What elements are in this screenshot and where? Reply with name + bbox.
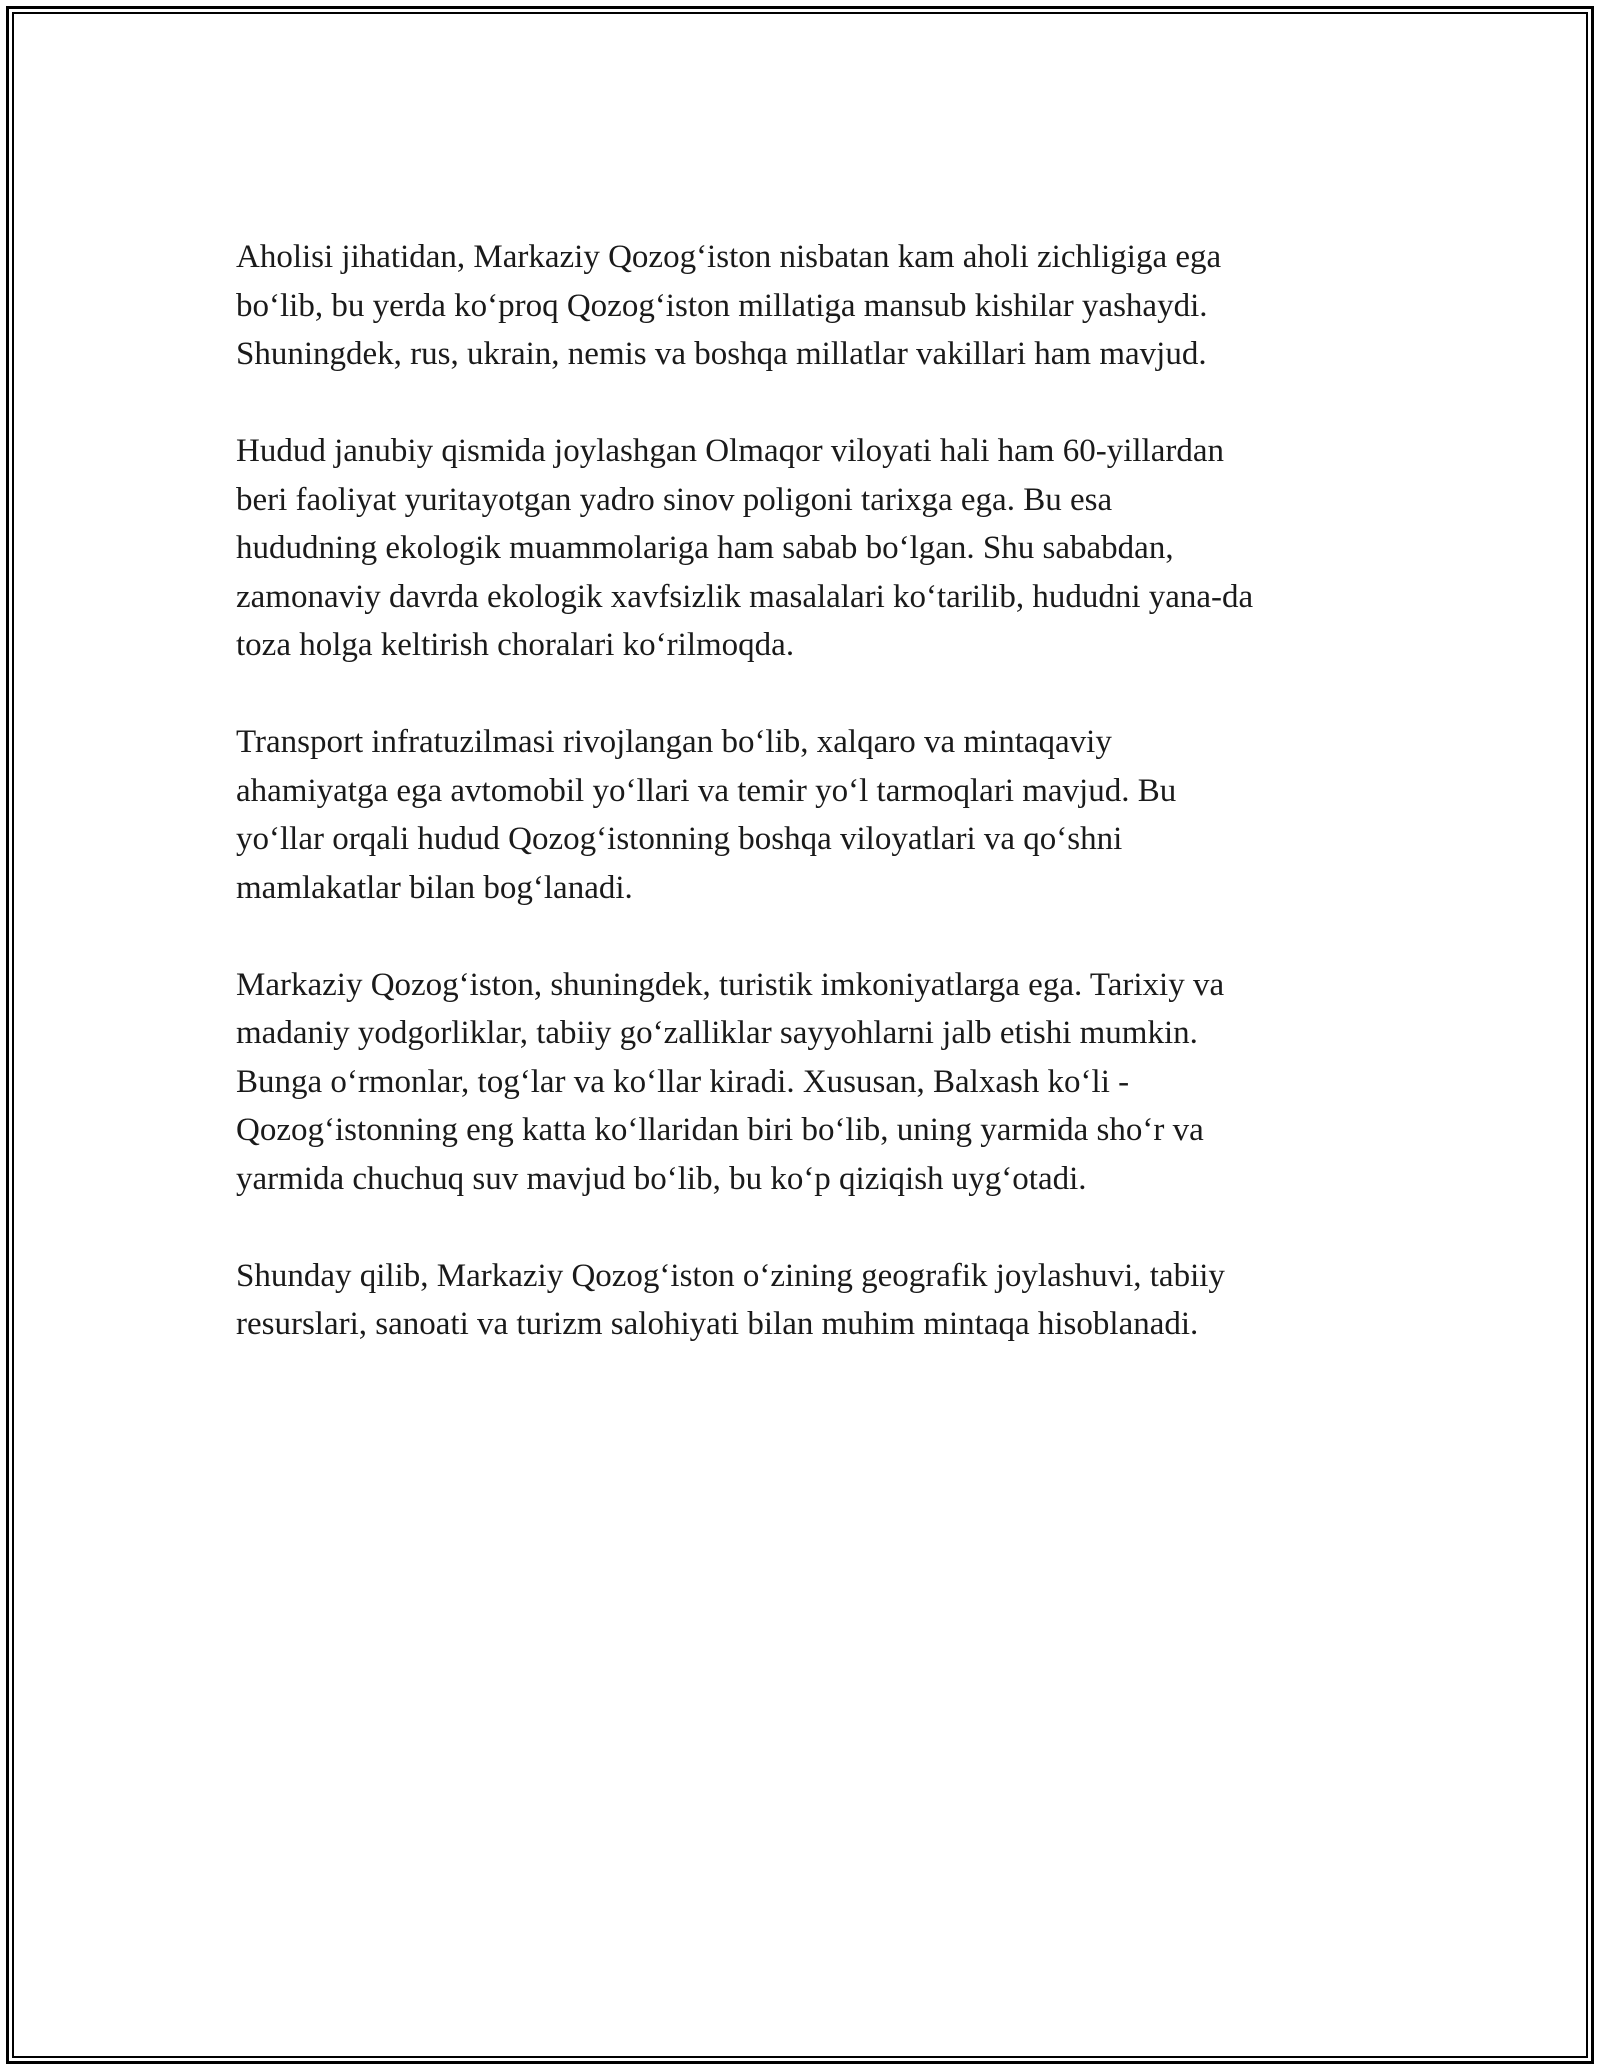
text-line: Hudud janubiy qismida joylashgan Olmaqor viloyati hali ham 60-yillardan [236,433,1224,469]
text-line: yo‘llar orqali hudud Qozog‘istonning boshqa viloyatlari va qo‘shni [236,821,1123,857]
paragraph-4 [236,961,1386,1204]
text-line: resurslari, sanoati va turizm salohiyati bilan muhim mintaqa hisoblanadi. [236,1306,1199,1342]
text-line: Bunga o‘rmonlar, tog‘lar va ko‘llar kiradi. Xususan, Balxash ko‘li - [236,1063,1130,1100]
text-line: madaniy yodgorliklar, tabiiy go‘zalliklar sayyohlarni jalb etishi mumkin. [236,1015,1198,1051]
text-line: ahamiyatga ega avtomobil yo‘llari va temir yo‘l tarmoqlari mavjud. Bu [236,772,1177,809]
paragraph-1 [236,233,1386,379]
text-line: Qozog‘istonning eng katta ko‘llaridan biri bo‘lib, uning yarmida sho‘r va [236,1112,1204,1148]
text-line: Shuningdek, rus, ukrain, nemis va boshqa millatlar vakillari ham mavjud. [236,336,1207,372]
paragraph-3 [236,718,1386,912]
text-line: yarmida chuchuq suv mavjud bo‘lib, bu ko‘p qiziqish uyg‘otadi. [236,1160,1087,1197]
paragraph-5 [236,1252,1386,1349]
text-line: Markaziy Qozog‘iston, shuningdek, turistik imkoniyatlarga ega. Tarixiy va [236,966,1225,1003]
text-line: Aholisi jihatidan, Markaziy Qozog‘iston nisbatan kam aholi zichligiga ega [236,239,1222,275]
paragraph-2 [236,427,1386,670]
text-line: beri faoliyat yuritayotgan yadro sinov poligoni tarixga ega. Bu esa [236,481,1113,518]
text-line: bo‘lib, bu yerda ko‘proq Qozog‘iston millatiga mansub kishilar yashaydi. [236,287,1208,324]
text-line: Shunday qilib, Markaziy Qozog‘iston o‘zining geografik joylashuvi, tabiiy [236,1257,1225,1294]
text-line: Transport infratuzilmasi rivojlangan bo‘lib, xalqaro va mintaqaviy [236,724,1112,760]
text-line: mamlakatlar bilan bog‘lanadi. [236,869,633,906]
text-line: toza holga keltirish choralari ko‘rilmoqda. [236,627,795,663]
document-body [236,233,1386,1349]
text-line: hududning ekologik muammolariga ham sabab bo‘lgan. Shu sababdan, [236,530,1174,566]
text-line: zamonaviy davrda ekologik xavfsizlik masalalari ko‘tarilib, hududni yana-da [236,578,1254,615]
